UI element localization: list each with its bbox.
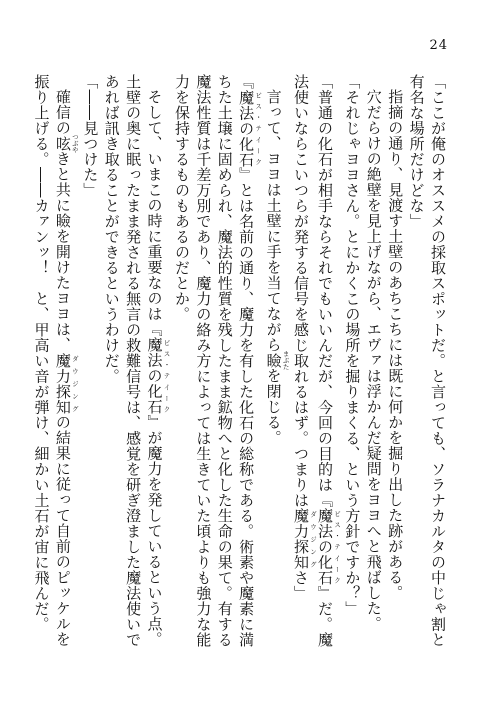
- ruby-base: 魔法の化石: [145, 337, 164, 415]
- narration-paragraph: [30, 74, 79, 660]
- text-run: 』とは名前の通り、魔力を有した化石の総称である。術素や魔素に満ちた土壌に固められ、魔法的性質を残したまま鉱物へと化した生命の果て。有する魔法性質は千差万別であり、魔力の絡み方によっては生きていた頃よりも強力な能力を保持するものもあるのだとか。: [172, 74, 256, 648]
- ruby-base: 魔力探知: [53, 352, 72, 415]
- ruby-annotated-word: [315, 508, 341, 586]
- narration-paragraph: [100, 74, 170, 660]
- narration-paragraph: [362, 74, 383, 660]
- ruby-reading: ビス・テイーク: [254, 89, 263, 167]
- text-run: 確信の: [53, 89, 72, 136]
- text-run: 』だ。魔法使いならこいつらが発する信号を感じ取れるはず。つまりは: [291, 74, 334, 648]
- ruby-reading: まぶた: [281, 350, 290, 370]
- text-run: の結果に従って自前のピッケルを振り上げる。――カァンッ！ と、甲高い音が弾け、細かい土石が宙に飛んだ。: [32, 74, 72, 647]
- text-run: 「普通の化石が相手ならそれでもいいんだが、今回の目的は『: [315, 74, 334, 508]
- narration-paragraph: [262, 74, 289, 660]
- ruby-reading: ビス・テイーク: [162, 337, 171, 415]
- ruby-reading: つぶや: [70, 133, 79, 153]
- ruby-annotated-word: [237, 89, 263, 168]
- ruby-annotated-word: [291, 508, 317, 570]
- ruby-base: 魔法の化石: [315, 508, 334, 586]
- text-run: さ」: [291, 570, 310, 601]
- text-run: 指摘の通り、見渡す土壁のあちこちには既に何かを掘り出した跡がある。: [386, 89, 405, 601]
- ruby-base: 呟: [53, 133, 72, 153]
- ruby-base: 魔力探知: [291, 508, 310, 570]
- dialogue-paragraph: [405, 74, 448, 660]
- text-run: 』が魔力を発しているという点。土壁の奥に眠ったまま発される無言の救難信号は、感覚を研ぎ澄ました魔法使いであれば訊き取ることができるというわけだ。: [102, 74, 164, 648]
- text-run: 「――見つけた」: [81, 74, 100, 198]
- text-run: 穴だらけの絶壁を見上げながら、エヴァは浮かんだ疑問をヨヨへと飛ばした。: [364, 89, 383, 632]
- ruby-reading: ダウジング: [70, 352, 79, 415]
- text-run: 『: [237, 74, 256, 90]
- ruby-reading: ダウジング: [308, 508, 317, 570]
- ruby-reading: ビス・テイーク: [332, 508, 341, 586]
- text-run: そして、いまこの時に重要なのは『: [145, 89, 164, 337]
- ruby-annotated-word: [145, 337, 171, 415]
- dialogue-paragraph: [290, 74, 341, 660]
- dialogue-paragraph: [341, 74, 362, 660]
- text-run: 「ここが俺のオススメの採取スポットだ。と言っても、ソラナカルタの中じゃ割と有名な場所だけどな」: [407, 74, 447, 648]
- ruby-base: 魔法の化石: [237, 89, 256, 167]
- page-number: 24: [429, 38, 448, 53]
- text-run: 言って、ヨヨは土壁に手を当てながら瞼 まぶたを閉じる。: [264, 89, 290, 446]
- text-run: 「それじゃヨヨさん。とにかくこの場所を掘りまくる、という方針ですか？」: [343, 74, 362, 617]
- ruby-annotated-word: [53, 133, 79, 153]
- body-text: [32, 74, 448, 660]
- dialogue-paragraph: [79, 74, 100, 660]
- ruby-annotated-word: [53, 352, 79, 415]
- dialogue-paragraph: [171, 74, 263, 660]
- ruby-annotated-word: 瞼 まぶた: [264, 350, 290, 370]
- narration-paragraph: [384, 74, 405, 660]
- text-run: きと共に瞼を開けたヨヨは、: [53, 151, 72, 353]
